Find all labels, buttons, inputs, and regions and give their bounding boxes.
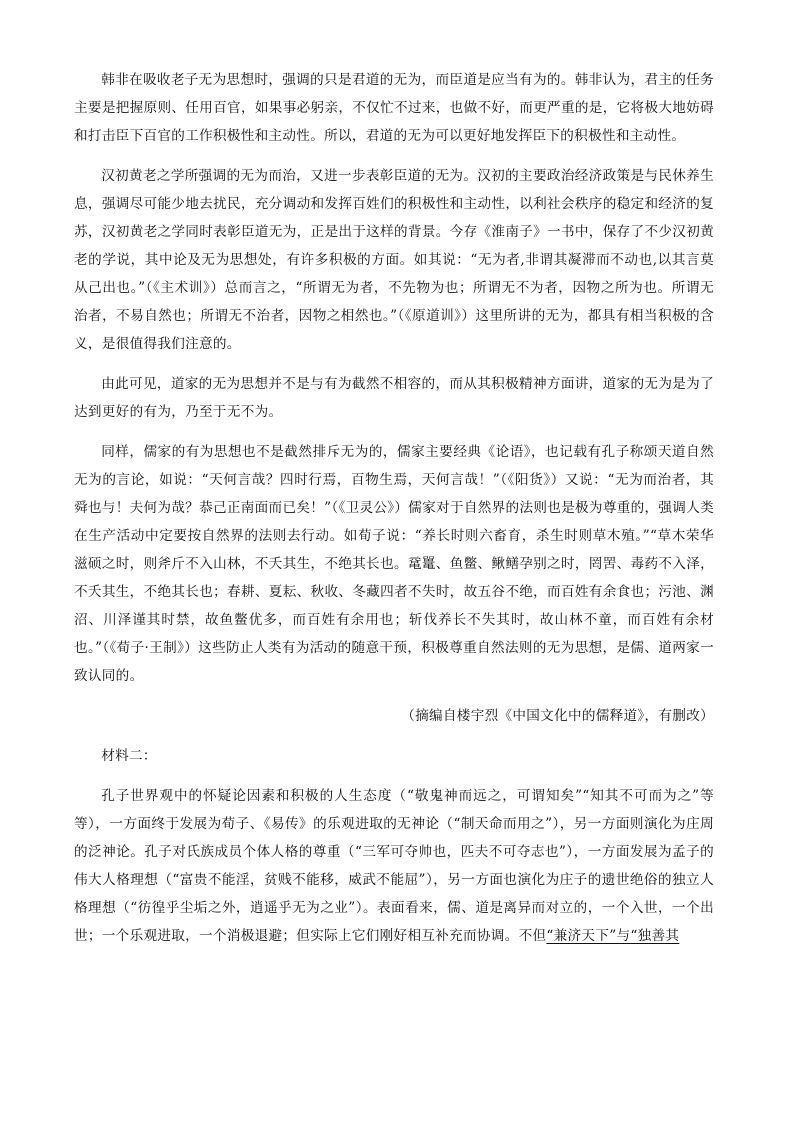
material-label: 材料二： xyxy=(101,748,157,764)
underlined-text: “兼济天下”与“独善其 xyxy=(546,928,680,944)
material-text: 孔子世界观中的怀疑论因素和积极的人生态度（“敬鬼神而远之，可谓知矣”“知其不可而为之”等等），一方面终于发展为荀子、《易传》的乐观进取的无神论（“制天命而用之”），另一方面则演化为庄周的泛神论。孔子对氏族成员个体人格的尊重（“三军可夺帅也，匹夫不可夺志也”），一方面发展为孟子的伟大人格理想（“富贵不能淫，贫贱不能移，威武不能屈”），另一方面也演化为庄子的遗世绝俗的独立人格理想（“彷徨乎尘垢之外，逍遥乎无为之业”）。表面看来，儒、道是离异而对立的，一个入世，一个出世；一个乐观进取，一个消极退避；但实际上它们刚好相互补充而协调。不但 xyxy=(74,788,714,944)
paragraph-3: 由此可见，道家的无为思想并不是与有为截然不相容的，而从其积极精神方面讲，道家的无为是为了达到更好的有为，乃至于无不为。 xyxy=(74,376,714,420)
document-page xyxy=(74,66,714,950)
paragraph-1: 韩非在吸收老子无为思想时，强调的只是君道的无为，而臣道是应当有为的。韩非认为，君主的任务主要是把握原则、任用百官，如果事必躬亲，不仅忙不过来，也做不好，而更严重的是，它将极大地妨碍和打击臣下百官的工作积极性和主动性。所以，君道的无为可以更好地发挥臣下的积极性和主动性。 xyxy=(74,72,714,144)
source-note: （摘编自楼宇烈《中国文化中的儒释道》，有删改） xyxy=(401,708,714,724)
material-paragraph xyxy=(74,782,714,950)
paragraph-4: 同样，儒家的有为思想也不是截然排斥无为的，儒家主要经典《论语》，也记载有孔子称颂天道自然无为的言论，如说：“天何言哉？四时行焉，百物生焉，天何言哉！”（《阳货》）又说：“无为而治者，其舜也与！夫何为哉？恭己正南面而已矣！”（《卫灵公》）儒家对于自然界的法则也是极为尊重的，强调人类在生产活动中定要按自然界的法则去行动。如荀子说：“养长时则六畜育，杀生时则草木殖。”“草木荣华滋硕之时，则斧斤不入山林，不夭其生，不绝其长也。鼋鼍、鱼鳖、鳅鳝孕别之时，罔罟、毒药不入泽，不夭其生，不绝其长也；春耕、夏耘、秋收、冬藏四者不失时，故五谷不绝，而百姓有余食也；污池、渊沼、川泽谨其时禁，故鱼鳖优多，而百姓有余用也；斩伐养长不失其时，故山林不童，而百姓有余材也。”（《荀子·王制》）这些防止人类有为活动的随意干预，积极尊重自然法则的无为思想，是儒、道两家一致认同的。 xyxy=(74,444,714,684)
paragraph-2: 汉初黄老之学所强调的无为而治，又进一步表彰臣道的无为。汉初的主要政治经济政策是与民休养生息，强调尽可能少地去扰民，充分调动和发挥百姓们的积极性和主动性，以利社会秩序的稳定和经济的复苏，汉初黄老之学同时表彰臣道无为，正是出于这样的背景。今存《淮南子》一书中，保存了不少汉初黄老的学说，其中论及无为思想处，有许多积极的方面。如其说：“无为者,非谓其凝滞而不动也,以其言莫从己出也。”（《主术训》）总而言之，“所谓无为者，不先物为也；所谓无不为者，因物之所为也。所谓无治者，不易自然也；所谓无不治者，因物之相然也。”（《原道训》）这里所讲的无为，都具有相当积极的含义，是很值得我们注意的。 xyxy=(74,168,714,352)
